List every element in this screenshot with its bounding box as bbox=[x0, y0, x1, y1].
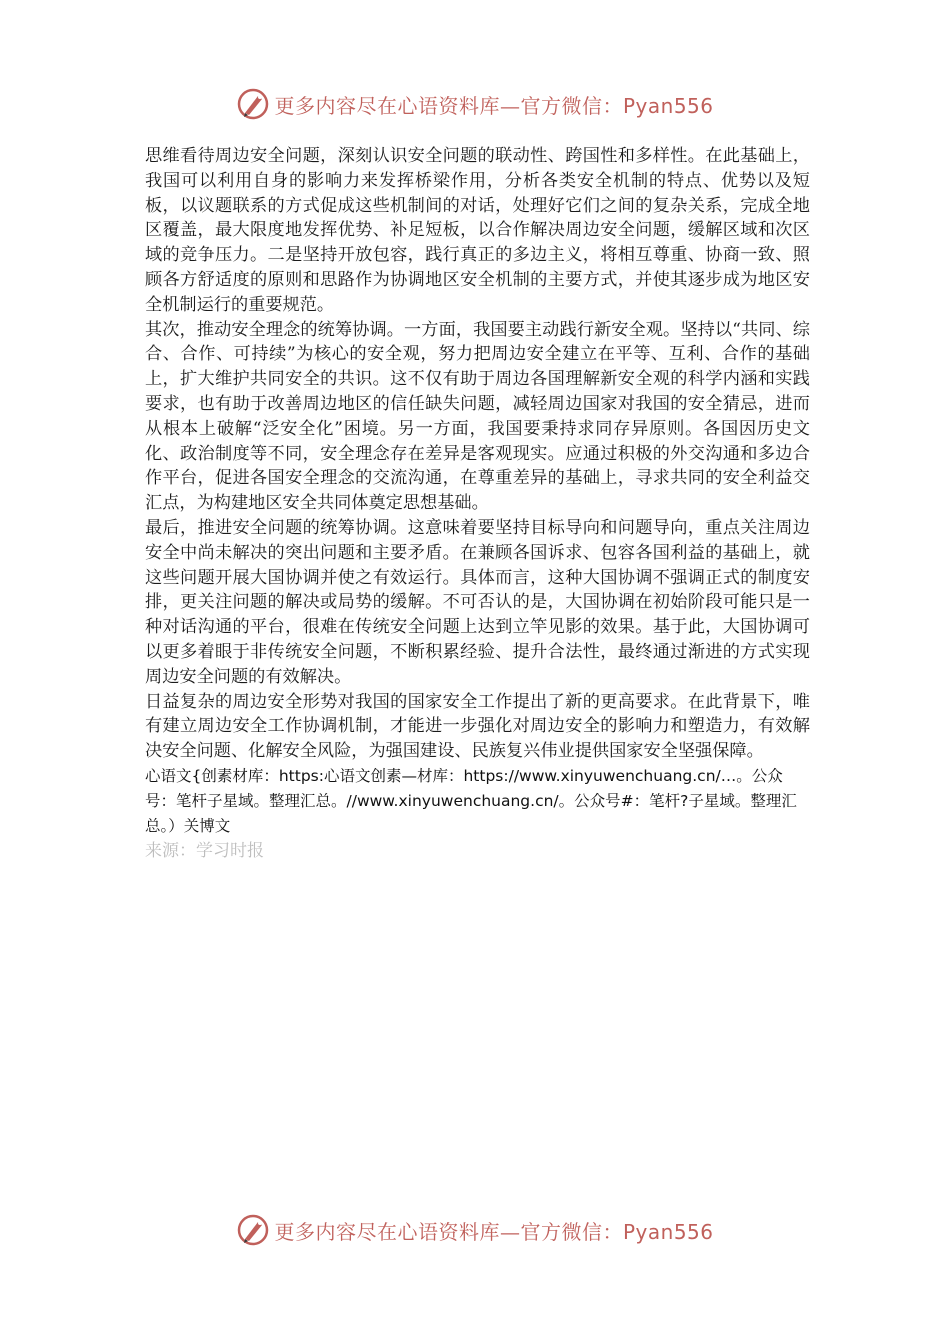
paragraph: 思维看待周边安全问题，深刻认识安全问题的联动性、跨国性和多样性。在此基础上，我国可以利用自身的影响力来发挥桥梁作用，分析各类安全机制的特点、优势以及短板，以议题联系的方式促成这些机制间的对话，处理好它们之间的复杂关系，完成全地区覆盖，最大限度地发挥优势、补足短板，以合作解决周边安全问题，缓解区域和次区域的竞争压力。二是坚持开放包容，践行真正的多边主义，将相互尊重、协商一致、照顾各方舒适度的原则和思路作为协调地区安全机制的主要方式，并使其逐步成为地区安全机制运行的重要规范。 bbox=[145, 146, 810, 315]
promo-note: 心语文{创素材库：https:心语文创素—材库：https://www.xinyuwenchuang.cn/…。公众号：笔杆子星域。整理汇总。//www.xinyuwenchuang.cn/。公众号#：笔杆?子星域。整理汇总。）关博文 bbox=[145, 766, 797, 835]
pen-logo-icon bbox=[236, 1213, 270, 1247]
source-line: 来源：学习时报 bbox=[145, 841, 264, 862]
banner-text: 更多内容尽在心语资料库—官方微信：Pyan556 bbox=[274, 1219, 714, 1244]
wechat-id: Pyan556 bbox=[622, 1219, 714, 1244]
header-banner bbox=[0, 84, 950, 124]
banner-text: 更多内容尽在心语资料库—官方微信：Pyan556 bbox=[274, 93, 714, 118]
paragraph: 其次，推动安全理念的统筹协调。一方面，我国要主动践行新安全观。坚持以“共同、综合、合作、可持续”为核心的安全观，努力把周边安全建立在平等、互利、合作的基础上，扩大维护共同安全的共识。这不仅有助于周边各国理解新安全观的科学内涵和实践要求，也有助于改善周边地区的信任缺失问题，减轻周边国家对我国的安全猜忌，进而从根本上破解“泛安全化”困境。另一方面，我国要秉持求同存异原则。各国因历史文化、政治制度等不同，安全理念存在差异是客观现实。应通过积极的外交沟通和多边合作平台，促进各国安全理念的交流沟通，在尊重差异的基础上，寻求共同的安全利益交汇点，为构建地区安全共同体奠定思想基础。 bbox=[145, 319, 810, 514]
wechat-id: Pyan556 bbox=[622, 93, 714, 118]
document-body bbox=[145, 144, 810, 864]
paragraph: 最后，推进安全问题的统筹协调。这意味着要坚持目标导向和问题导向，重点关注周边安全中尚未解决的突出问题和主要矛盾。在兼顾各国诉求、包容各国利益的基础上，就这些问题开展大国协调并使之有效运行。具体而言，这种大国协调不强调正式的制度安排，更关注问题的解决或局势的缓解。不可否认的是，大国协调在初始阶段可能只是一种对话沟通的平台，很难在传统安全问题上达到立竿见影的效果。基于此，大国协调可以更多着眼于非传统安全问题，不断积累经验、提升合法性，最终通过渐进的方式实现周边安全问题的有效解决。 bbox=[145, 517, 810, 687]
pen-logo-icon bbox=[236, 87, 270, 121]
paragraph: 日益复杂的周边安全形势对我国的国家安全工作提出了新的更高要求。在此背景下，唯有建立周边安全工作协调机制，才能进一步强化对周边安全的影响力和塑造力，有效解决安全问题、化解安全风险，为强国建设、民族复兴伟业提供国家安全坚强保障。 bbox=[145, 691, 810, 762]
footer-banner bbox=[0, 1210, 950, 1250]
